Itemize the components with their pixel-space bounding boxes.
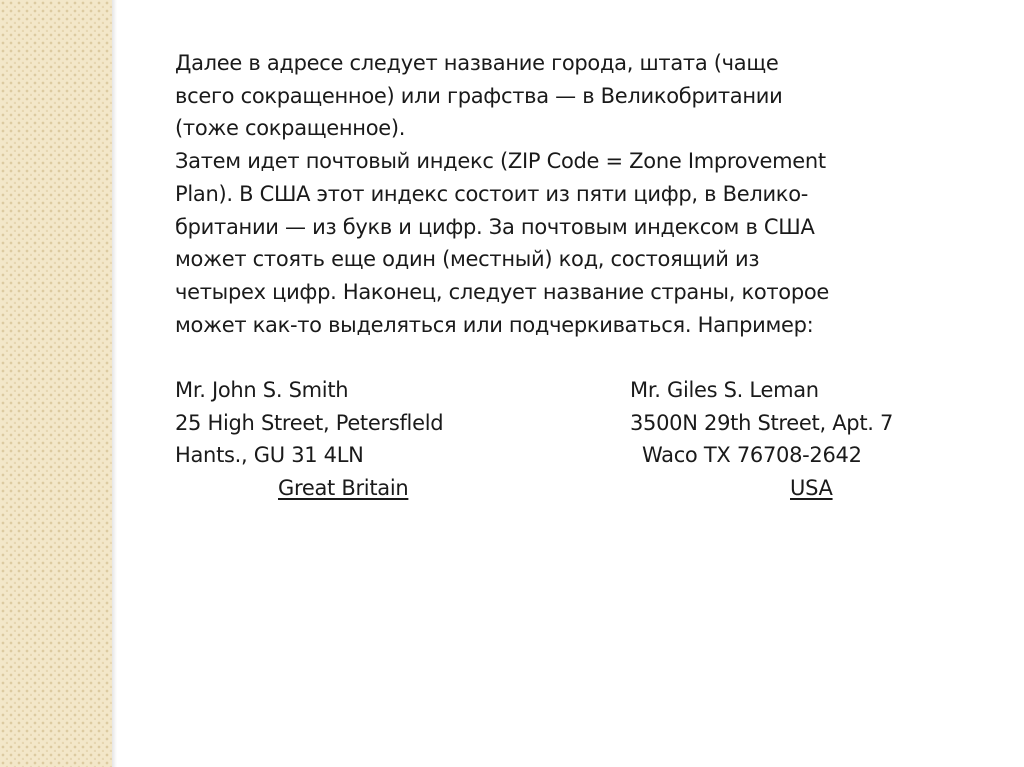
paragraph-line: британии — из букв и цифр. За почтовым индексом в США	[175, 214, 815, 239]
usa-address-city: Waco TX 76708-2642	[642, 443, 862, 468]
usa-address-city-line	[630, 439, 893, 472]
side-band-shadow	[112, 0, 117, 767]
uk-address-country: Great Britain	[278, 476, 409, 501]
spacer	[175, 341, 975, 374]
paragraph-line: Затем идет почтовый индекс (ZIP Code = Zone Improvement	[175, 149, 826, 174]
paragraph-line: (тоже сокращенное).	[175, 116, 406, 141]
usa-address-country: USA	[790, 476, 833, 501]
uk-address-city: Hants., GU 31 4LN	[175, 443, 364, 468]
paragraph-line: четырех цифр. Наконец, следует название страны, которое	[175, 279, 830, 304]
address-examples	[175, 374, 975, 506]
usa-address-street: 3500N 29th Street, Apt. 7	[630, 410, 894, 435]
usa-address-name: Mr. Giles S. Leman	[630, 378, 819, 403]
uk-address-street: 25 High Street, Petersfleld	[175, 410, 444, 435]
usa-address	[630, 374, 893, 505]
paragraph-line: всего сокращенное) или графства — в Великобритании	[175, 83, 783, 108]
uk-address-country-line	[175, 472, 443, 505]
paragraph-line: Далее в адресе следует название города, штата (чаще	[175, 51, 779, 75]
uk-address-name: Mr. John S. Smith	[175, 378, 349, 403]
uk-address	[175, 374, 443, 505]
decorative-side-band	[0, 0, 112, 767]
usa-address-country-line	[630, 472, 893, 505]
paragraph-line: может стоять еще один (местный) код, состоящий из	[175, 247, 760, 272]
paragraph-line: Plan). В США этот индекс состоит из пяти цифр, в Велико-	[175, 181, 809, 206]
body-paragraph	[175, 47, 975, 341]
paragraph-line: может как-то выделяться или подчеркиваться. Например:	[175, 312, 814, 337]
slide-content	[175, 47, 975, 506]
